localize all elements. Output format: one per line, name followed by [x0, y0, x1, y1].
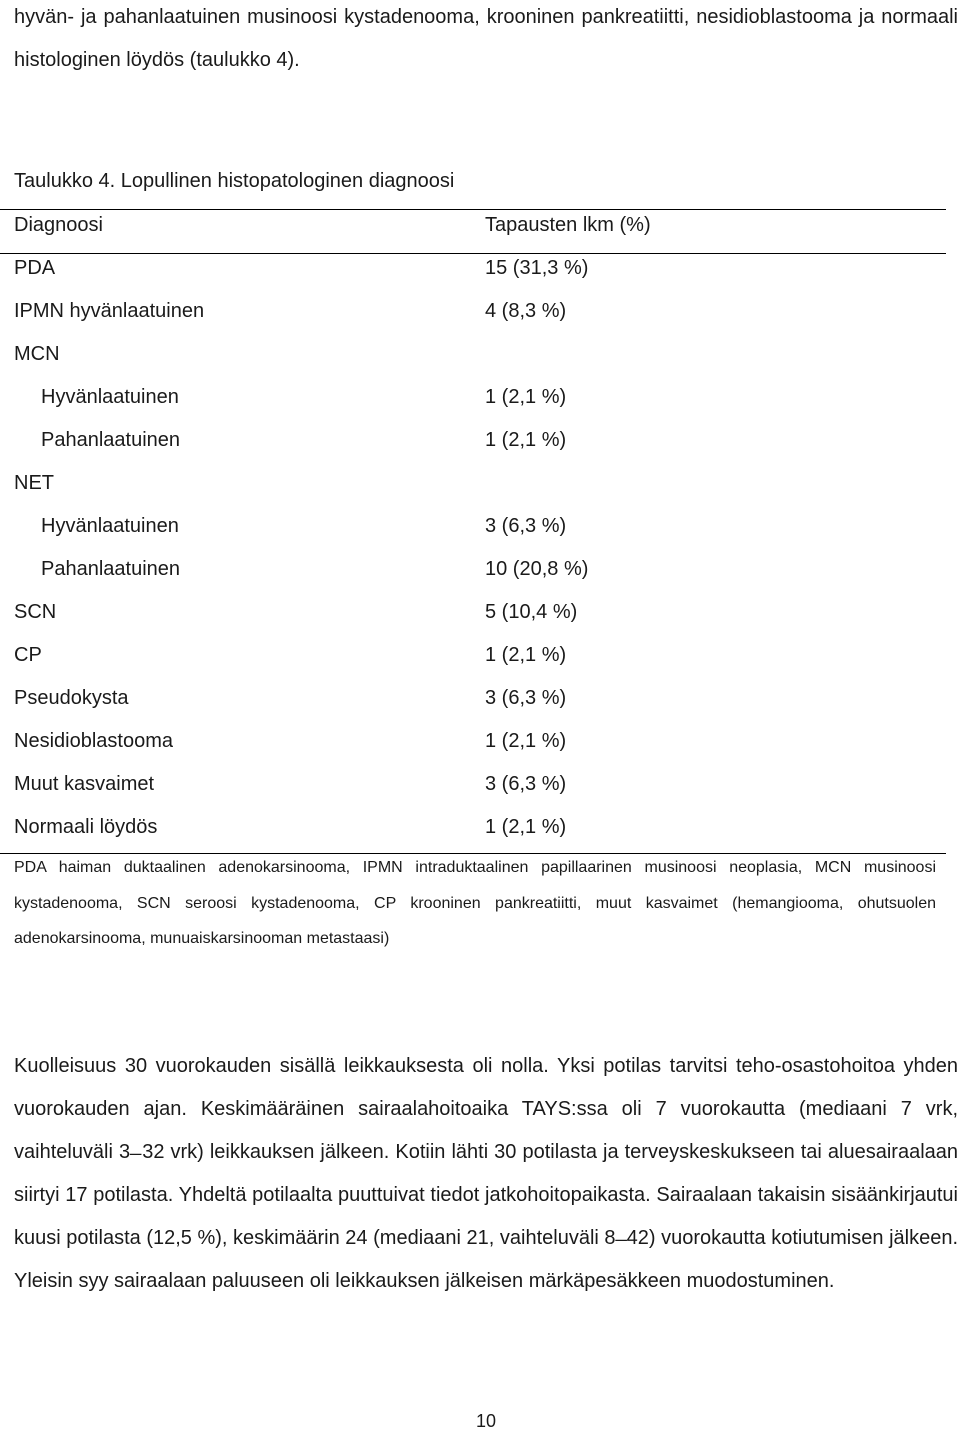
table-row-pda — [0, 247, 946, 290]
table-caption: Taulukko 4. Lopullinen histopatologinen diagnoosi — [14, 170, 455, 192]
row-value: 3 (6,3 %) — [485, 687, 567, 709]
row-label: MCN — [14, 343, 60, 365]
table-footnote: PDA haiman duktaalinen adenokarsinooma, IPMN intraduktaalinen papillaarinen musinoosi neoplasia, MCN musinoosi kystadenooma, SCN seroosi kystadenooma, CP krooninen pankreatiitti, muut kasvaimet (hemangiooma, ohutsuolen adenokarsinooma, munuaiskarsinooman metastaasi) — [14, 859, 936, 947]
row-label: Hyvänlaatuinen — [41, 386, 179, 408]
row-label: CP — [14, 644, 42, 666]
row-label: IPMN hyvänlaatuinen — [14, 300, 205, 322]
row-label: Muut kasvaimet — [14, 773, 155, 795]
table-row-normaali-loydos — [0, 806, 946, 849]
intro-paragraph: hyvän- ja pahanlaatuinen musinoosi kystadenooma, krooninen pankreatiitti, nesidioblastooma ja normaali histologinen löydös (taulukko 4). — [14, 6, 958, 71]
table-row-muut-kasvaimet — [0, 763, 946, 806]
results-paragraph: Kuolleisuus 30 vuorokauden sisällä leikkauksesta oli nolla. Yksi potilas tarvitsi teho-osastohoitoa yhden vuorokauden ajan. Keskimääräinen sairaalahoitoaika TAYS:ssa oli 7 vuorokautta (mediaani 7 vrk, vaihteluväli 3 ̶ 32 vrk) leikkauksen jälkeen. Kotiin lähti 30 potilasta ja terveyskeskukseen tai aluesairaalaan siirtyi 17 potilasta. Yhdeltä potilaalta puuttuivat tiedot jatkohoitopaikasta. Sairaalaan takaisin sisäänkirjautui kuusi potilasta (12,5 %), keskimäärin 24 (mediaani 21, vaihteluväli 8 ̶ 42) vuorokautta kotiutumisen jälkeen. Yleisin syy sairaalaan paluuseen oli leikkauksen jälkeisen märkäpesäkkeen muodostuminen. — [14, 1055, 958, 1292]
row-value: 3 (6,3 %) — [485, 773, 567, 795]
row-label: Normaali löydös — [14, 816, 158, 838]
column-header-count: Tapausten lkm (%) — [485, 214, 651, 236]
table-row-pseudokysta — [0, 677, 946, 720]
table-row-cp — [0, 634, 946, 677]
table-row-mcn-malignant — [0, 419, 946, 462]
row-value: 1 (2,1 %) — [485, 386, 567, 408]
row-label: PDA — [14, 257, 56, 279]
row-label: Pseudokysta — [14, 687, 129, 709]
table-row-mcn-benign — [0, 376, 946, 419]
table-header-row — [0, 204, 946, 247]
table-row-nesidioblastooma — [0, 720, 946, 763]
table-row-scn — [0, 591, 946, 634]
column-header-diagnosis: Diagnoosi — [14, 214, 103, 236]
row-value: 10 (20,8 %) — [485, 558, 589, 580]
row-value: 1 (2,1 %) — [485, 816, 567, 838]
table-row-ipmn — [0, 290, 946, 333]
row-label: Pahanlaatuinen — [41, 558, 181, 580]
row-value: 1 (2,1 %) — [485, 730, 567, 752]
table-row-net-benign — [0, 505, 946, 548]
row-value: 5 (10,4 %) — [485, 601, 578, 623]
row-label: SCN — [14, 601, 57, 623]
row-value: 3 (6,3 %) — [485, 515, 567, 537]
row-value: 4 (8,3 %) — [485, 300, 567, 322]
row-value: 1 (2,1 %) — [485, 429, 567, 451]
page-number: 10 — [475, 1411, 497, 1431]
row-label: NET — [14, 472, 54, 494]
row-label: Nesidioblastooma — [14, 730, 173, 752]
row-value: 15 (31,3 %) — [485, 257, 589, 279]
row-label: Pahanlaatuinen — [41, 429, 181, 451]
table-row-net-malignant — [0, 548, 946, 591]
row-label: Hyvänlaatuinen — [41, 515, 179, 537]
table-row-mcn — [0, 333, 946, 376]
row-value: 1 (2,1 %) — [485, 644, 567, 666]
table-row-net — [0, 462, 946, 505]
